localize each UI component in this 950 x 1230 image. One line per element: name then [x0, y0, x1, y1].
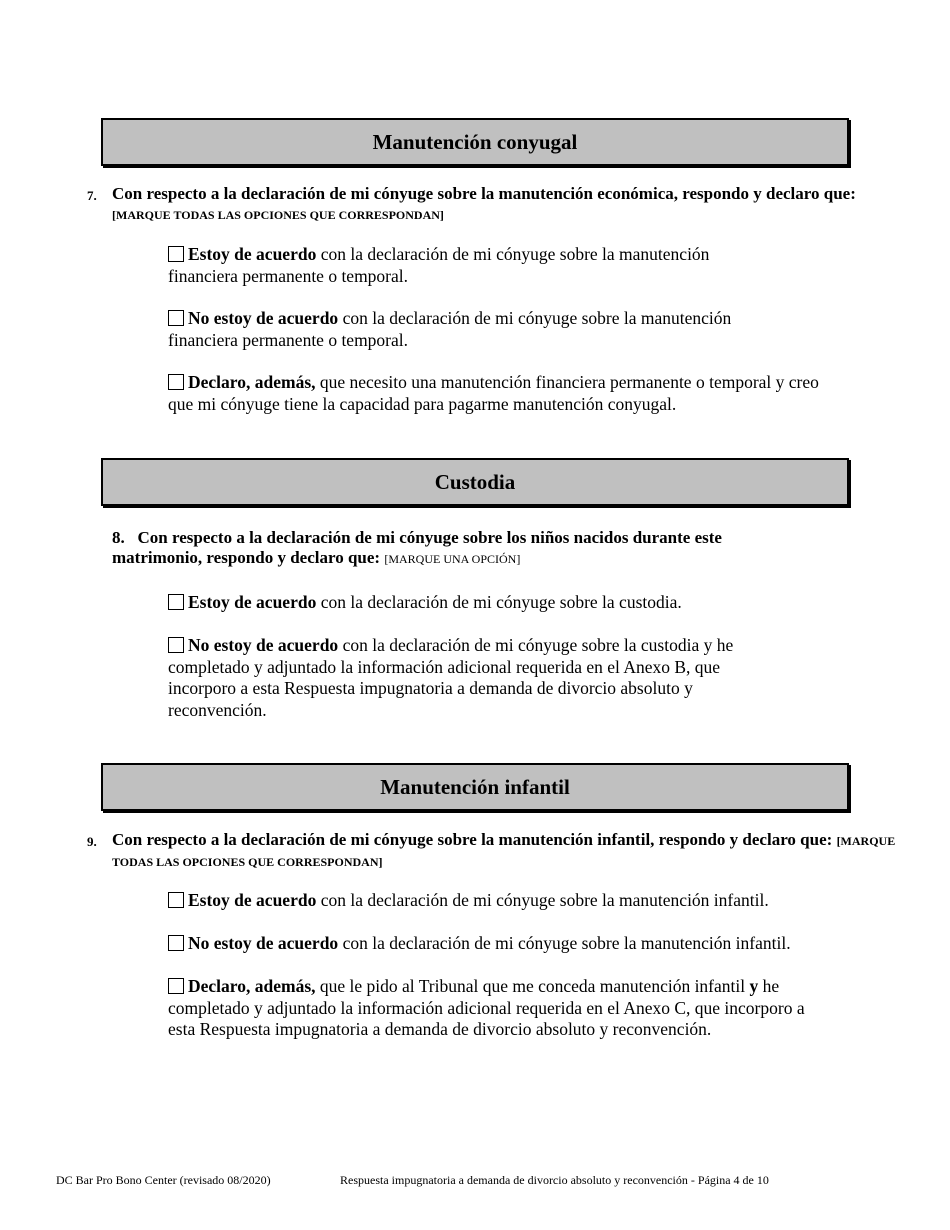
option-bold: Declaro, además,: [188, 372, 316, 392]
option-text: con la declaración de mi cónyuge sobre la manutención financiera permanente o temporal.: [168, 308, 732, 350]
section-title: Custodia: [434, 469, 516, 494]
option-child-agree: [168, 890, 848, 912]
option-bold: Estoy de acuerdo: [188, 592, 317, 612]
checkbox[interactable]: [168, 594, 184, 610]
option-bold: Declaro, además,: [188, 976, 316, 996]
question-number: 8.: [112, 528, 125, 547]
option-custody-disagree: [168, 635, 778, 721]
option-text: con la declaración de mi cónyuge sobre la manutención infantil.: [338, 933, 791, 953]
question-text: Con respecto a la declaración de mi cónyuge sobre la manutención económica, respondo y declaro que:: [112, 184, 856, 203]
option-bold: No estoy de acuerdo: [188, 933, 339, 953]
question-7: [112, 184, 902, 225]
checkbox[interactable]: [168, 246, 184, 262]
option-text-continued: he completado y adjuntado la información adicional requerida en el Anexo C, que incorporo a esta Respuesta impugnatoria a demanda de divorcio absoluto y reconvención.: [168, 976, 805, 1039]
footer-left: DC Bar Pro Bono Center (revisado 08/2020): [56, 1173, 271, 1187]
option-bold-connector: y: [749, 976, 759, 996]
option-bold: No estoy de acuerdo: [188, 308, 339, 328]
question-text: Con respecto a la declaración de mi cónyuge sobre los niños nacidos durante este matrimonio, respondo y declaro que:: [112, 528, 722, 567]
question-9: [112, 830, 902, 872]
question-note: [MARQUE UNA OPCIÓN]: [384, 552, 521, 566]
section-title: Manutención conyugal: [372, 129, 578, 154]
option-bold: Estoy de acuerdo: [188, 890, 317, 910]
question-number: 9.: [87, 834, 97, 849]
checkbox[interactable]: [168, 935, 184, 951]
option-child-disagree: [168, 933, 848, 955]
option-spousal-agree: [168, 244, 768, 287]
question-text: Con respecto a la declaración de mi cónyuge sobre la manutención infantil, respondo y declaro que:: [112, 830, 833, 849]
option-text: con la declaración de mi cónyuge sobre la custodia y he completado y adjuntado la información adicional requerida en el Anexo B, que incorporo a esta Respuesta impugnatoria a demanda de divorcio absoluto y reconvención.: [168, 635, 734, 720]
option-spousal-declare: [168, 372, 823, 415]
footer-right: Respuesta impugnatoria a demanda de divorcio absoluto y reconvención - Página 4 de 10: [340, 1173, 769, 1187]
option-text: que le pido al Tribunal que me conceda manutención infantil: [315, 976, 750, 996]
section-header-custody: [101, 458, 849, 506]
option-bold: No estoy de acuerdo: [188, 635, 339, 655]
question-note: [MARQUE TODAS LAS OPCIONES QUE CORRESPONDAN]: [112, 208, 444, 222]
option-custody-agree: [168, 592, 848, 614]
option-text: con la declaración de mi cónyuge sobre la custodia.: [316, 592, 682, 612]
question-note: [MARQUE TODAS LAS OPCIONES QUE CORRESPONDAN]: [112, 834, 896, 869]
checkbox[interactable]: [168, 310, 184, 326]
section-header-child-support: [101, 763, 849, 811]
option-child-declare: [168, 976, 828, 1041]
checkbox[interactable]: [168, 892, 184, 908]
section-title: Manutención infantil: [380, 774, 570, 799]
checkbox[interactable]: [168, 637, 184, 653]
question-8: [112, 528, 812, 569]
section-header-spousal-support: [101, 118, 849, 166]
checkbox[interactable]: [168, 978, 184, 994]
option-bold: Estoy de acuerdo: [188, 244, 317, 264]
checkbox[interactable]: [168, 374, 184, 390]
option-text: con la declaración de mi cónyuge sobre la manutención infantil.: [316, 890, 769, 910]
option-text: que necesito una manutención financiera permanente o temporal y creo que mi cónyuge tiene la capacidad para pagarme manutención conyugal.: [168, 372, 819, 414]
option-spousal-disagree: [168, 308, 788, 351]
question-number: 7.: [87, 188, 97, 203]
option-text: con la declaración de mi cónyuge sobre la manutención financiera permanente o temporal.: [168, 244, 710, 286]
